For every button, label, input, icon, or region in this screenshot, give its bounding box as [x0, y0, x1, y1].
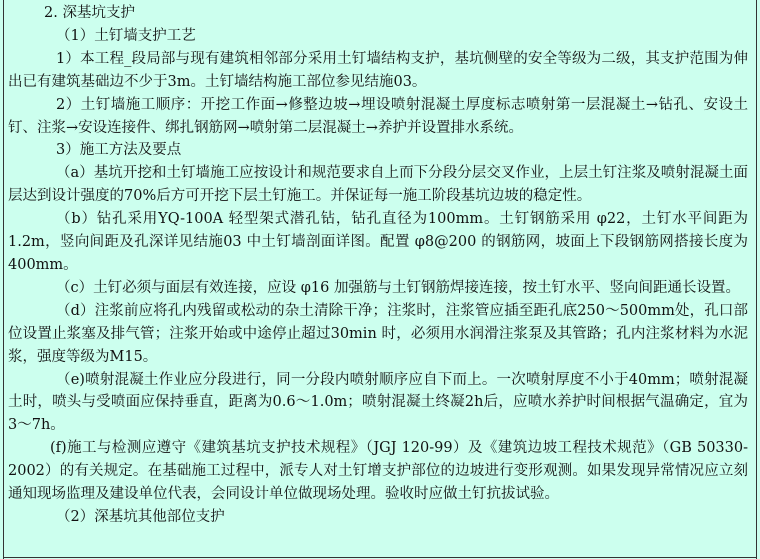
paragraph-item-b: （b）钻孔采用YQ-100A 轻型架式潜孔钻，钻孔直径为100mm。土钉钢筋采用 φ22，土钉水平间距为1.2m，竖向间距及孔深详见结施03 中土钉墙剖面详图。配置 φ8@200 的钢筋网，坡面上下段钢筋网搭接长度为400mm。: [8, 211, 748, 273]
paragraph-item-d: （d）注浆前应将孔内残留或松动的杂土清除干净；注浆时，注浆管应插至距孔底250～500mm处，孔口部位设置止浆塞及排气管；注浆开始或中途停止超过30min 时，必须用水润滑注浆泵及其管路；孔内注浆材料为水泥浆，强度等级为M15。: [8, 302, 748, 365]
paragraph-item-f: (f)施工与检测应遵守《建筑基坑支护技术规程》（JGJ 120-99）及《建筑边坡工程技术规范》（GB 50330-2002）的有关规定。在基础施工过程中，派专人对土钉增支护部位的边坡进行变形观测。如果发现异常情况应立刻通知现场监理及建设单位代表，会同设计单位做现场处理。验收时应做土钉抗拔试验。: [8, 440, 748, 503]
paragraph-item-a: （a）基坑开挖和土钉墙施工应按设计和规范要求自上而下分段分层交叉作业，上层土钉注浆及喷射混凝土面层达到设计强度的70%后方可开挖下层土钉施工。并保证每一施工阶段基坑边坡的稳定性。: [8, 165, 748, 205]
paragraph-item-c: （c）土钉必须与面层有效连接，应设 φ16 加强筋与土钉钢筋焊接连接，按土钉水平、竖向间距通长设置。: [56, 279, 740, 296]
frame-left-border: [3, 0, 4, 559]
frame-bottom-border: [3, 557, 757, 558]
paragraph-item-1: 1）本工程_段局部与现有建筑相邻部分采用土钉墙结构支护，基坑侧壁的安全等级为二级，其支护范围为伸出已有建筑基础边不少于3m。土钉墙结构施工部位参见结施03。: [8, 50, 748, 90]
subsection-heading-1: （1）土钉墙支护工艺: [56, 27, 196, 44]
paragraph-item-2: 2）土钉墙施工顺序：开挖工作面→修整边坡→埋设喷射混凝土厚度标志喷射第一层混凝土→钻孔、安设土钉、注浆→安设连接件、绑扎钢筋网→喷射第二层混凝土→养护并设置排水系统。: [8, 96, 748, 136]
section-heading: 2. 深基坑支护: [44, 5, 135, 21]
paragraph-item-e: （e)喷射混凝土作业应分段进行，同一分段内喷射顺序应自下而上。一次喷射厚度不小于40mm；喷射混凝土时，喷头与受喷面应保持垂直，距离为0.6～1.0m；喷射混凝土终凝2h后，应喷水养护时间根据气温确定，宜为3～7h。: [8, 371, 748, 434]
frame-right-border: [756, 0, 757, 559]
subsection-heading-2: （2）深基坑其他部位支护: [56, 508, 225, 525]
item-3-heading: 3）施工方法及要点: [56, 142, 182, 159]
